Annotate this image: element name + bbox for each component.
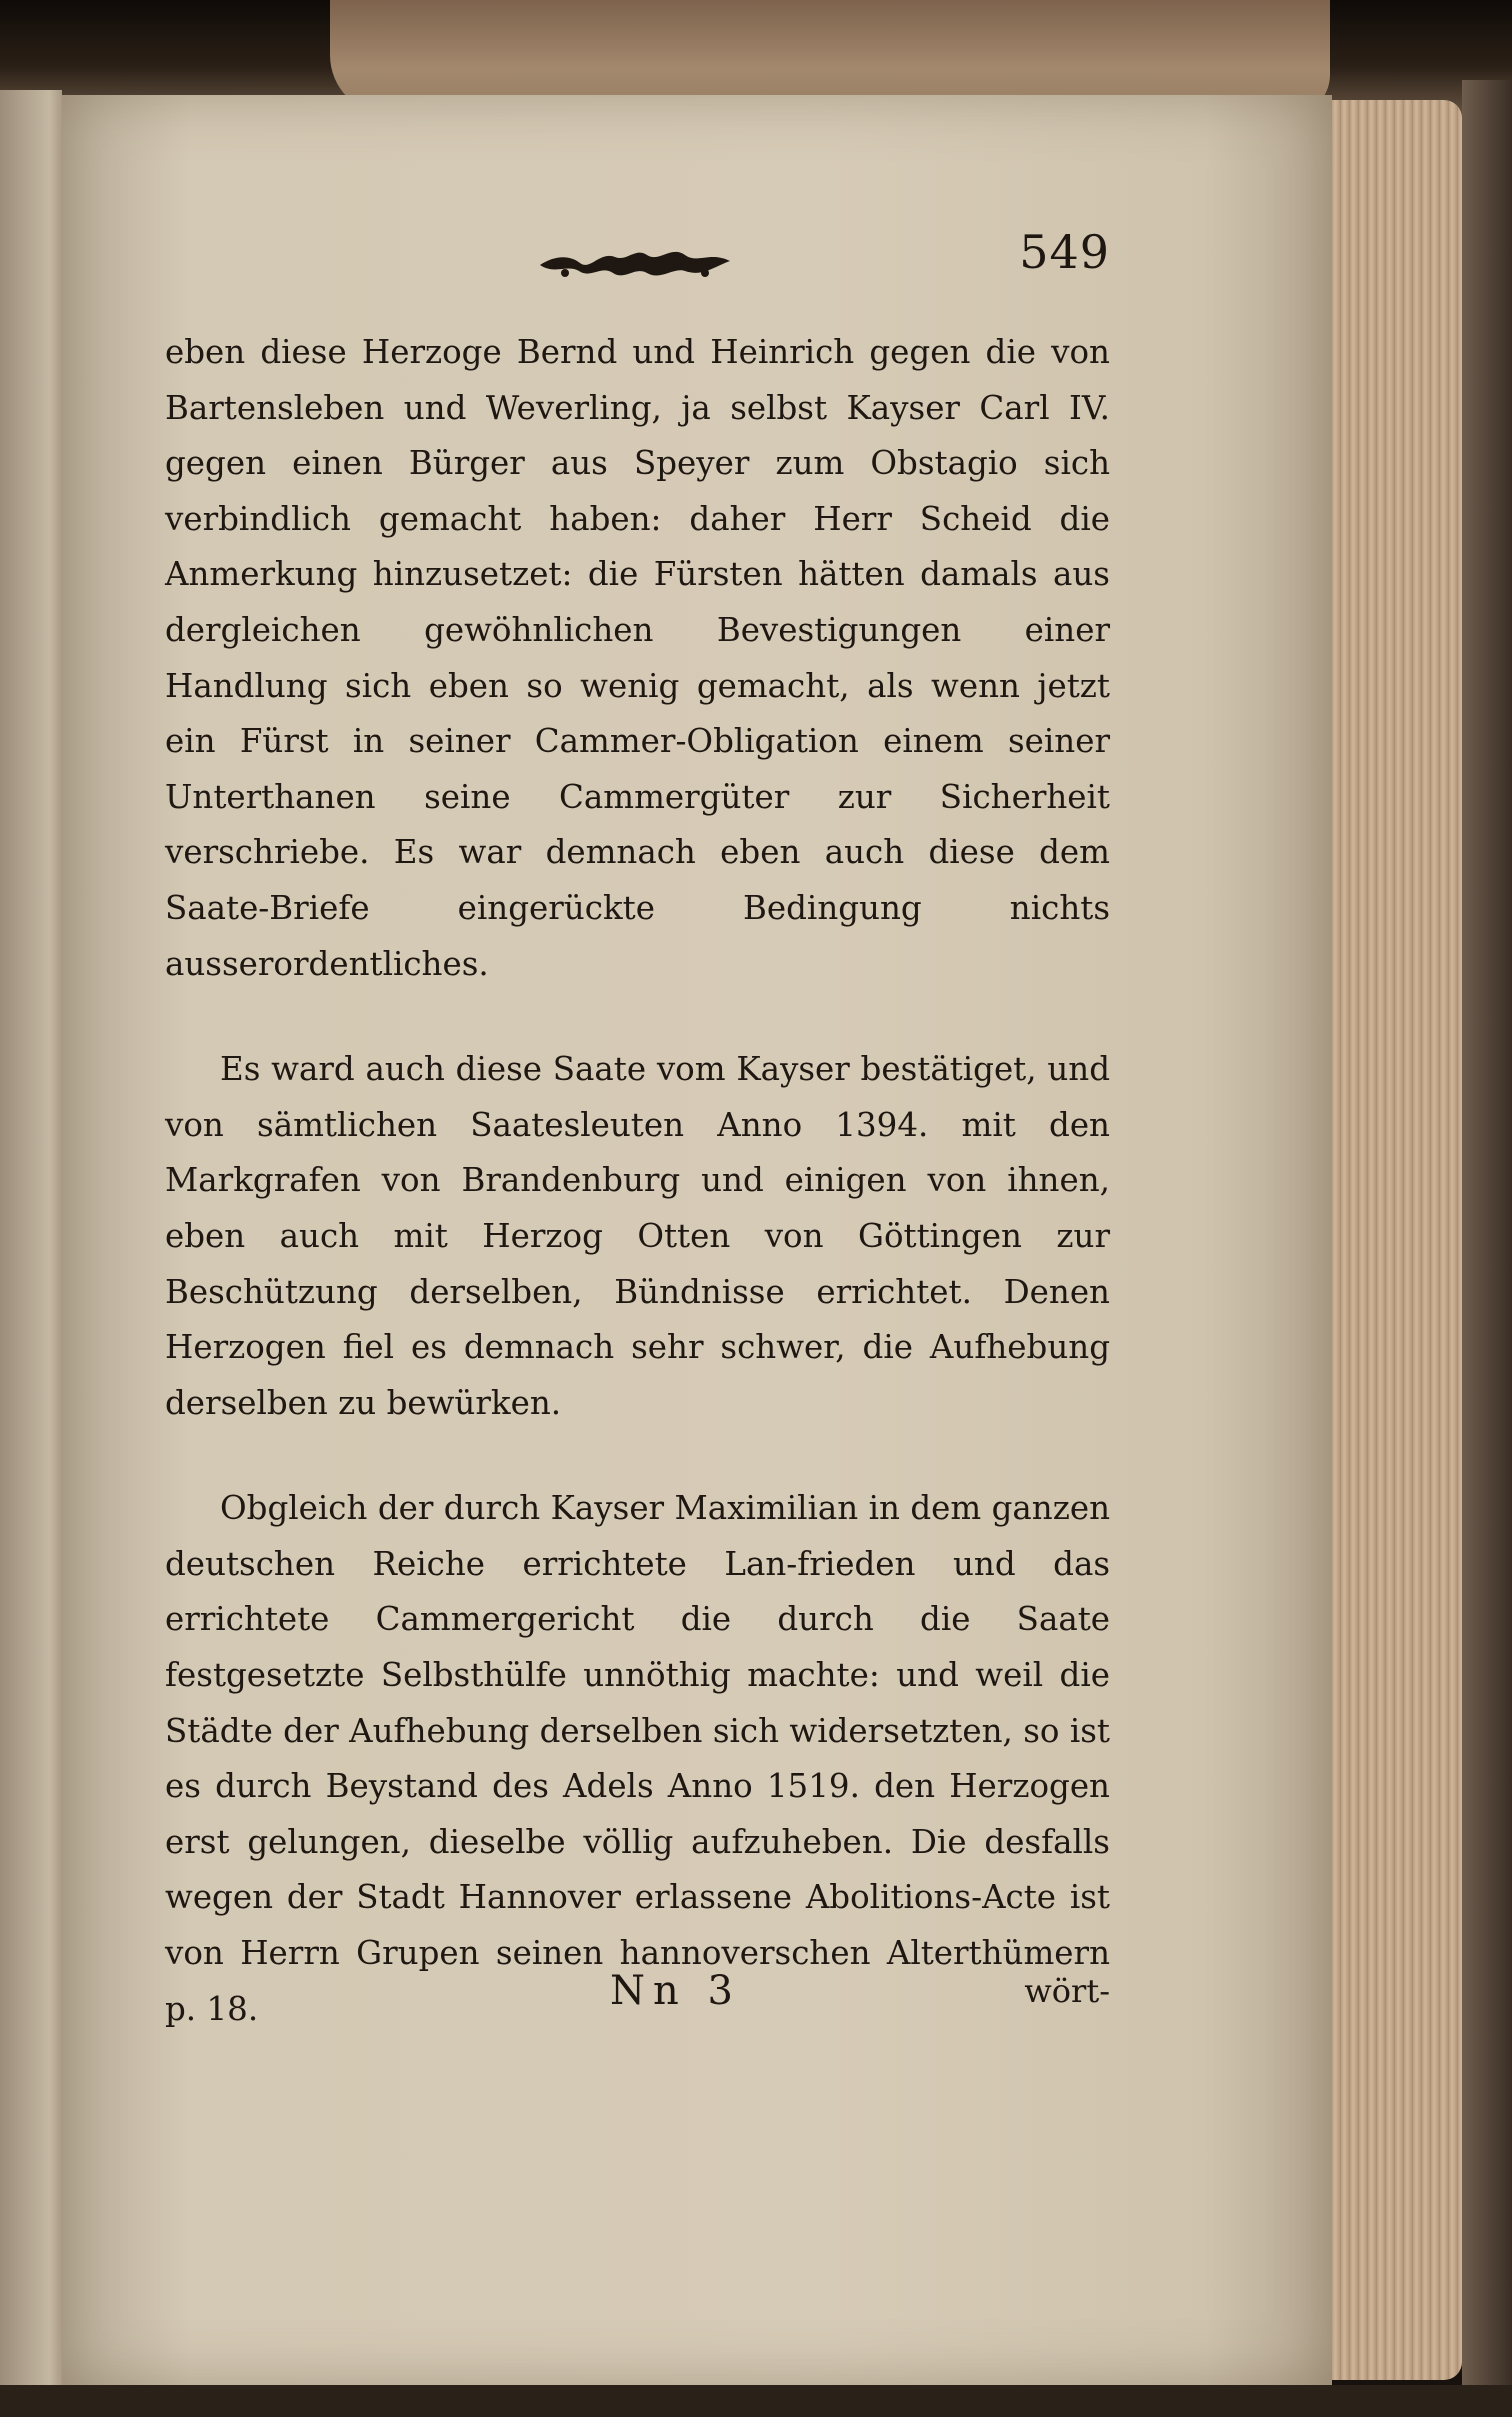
page-header <box>170 225 1110 295</box>
catchword: wört- <box>1024 1972 1110 2010</box>
paragraph-1: eben diese Herzoge Bernd und Heinrich gegen die von Bartensleben und Weverling, ja selbst Kayser Carl IV. gegen einen Bürger aus Speyer zum Obstagio sich verbindlich gemacht haben: daher Herr Scheid die Anmerkung hinzusetzet: die Fürsten hätten damals aus dergleichen gewöhnlichen Bevestigungen einer Handlung sich eben so wenig gemacht, als wenn jetzt ein Fürst in seiner Cammer-Obligation einem seiner Unterthanen seine Cammergüter zur Sicherheit verschriebe. Es war demnach eben auch diese dem Saate-Briefe eingerückte Bedingung nichts ausserordentliches. <box>165 333 1110 983</box>
signature-mark: Nn 3 <box>610 1968 741 2014</box>
page-stack <box>1332 100 1462 2380</box>
book-cover-edge <box>1462 80 1512 2410</box>
paragraph-2: Es ward auch diese Saate vom Kayser bestätiget, und von sämtlichen Saatesleuten Anno 1394. mit den Markgrafen von Brandenburg und einigen von ihnen, eben auch mit Herzog Otten von Göttingen zur Beschützung derselben, Bündnisse errichtet. Denen Herzogen fiel es demnach sehr schwer, die Aufhebung derselben zu bewürken. <box>165 1050 1110 1422</box>
facing-page-edge <box>0 90 62 2390</box>
page-footer <box>165 1968 1110 2028</box>
page-body <box>165 325 1110 2037</box>
paragraph-3: Obgleich der durch Kayser Maximilian in dem ganzen deutschen Reiche errichtete Lan-frieden und das errichtete Cammergericht die durch die Saate festgesetzte Selbsthülfe unnöthig machte: und weil die Städte der Aufhebung derselben sich widersetzten, so ist es durch Beystand des Adels Anno 1519. den Herzogen erst gelungen, dieselbe völlig aufzuheben. Die desfalls wegen der Stadt Hannover erlassene Abolitions-Acte ist von Herrn Grupen seinen hannoverschen Alterthümern p. 18. <box>165 1489 1110 2028</box>
page-number: 549 <box>1019 225 1110 279</box>
bottom-shadow <box>0 2385 1512 2417</box>
printer-ornament-icon <box>535 237 735 287</box>
